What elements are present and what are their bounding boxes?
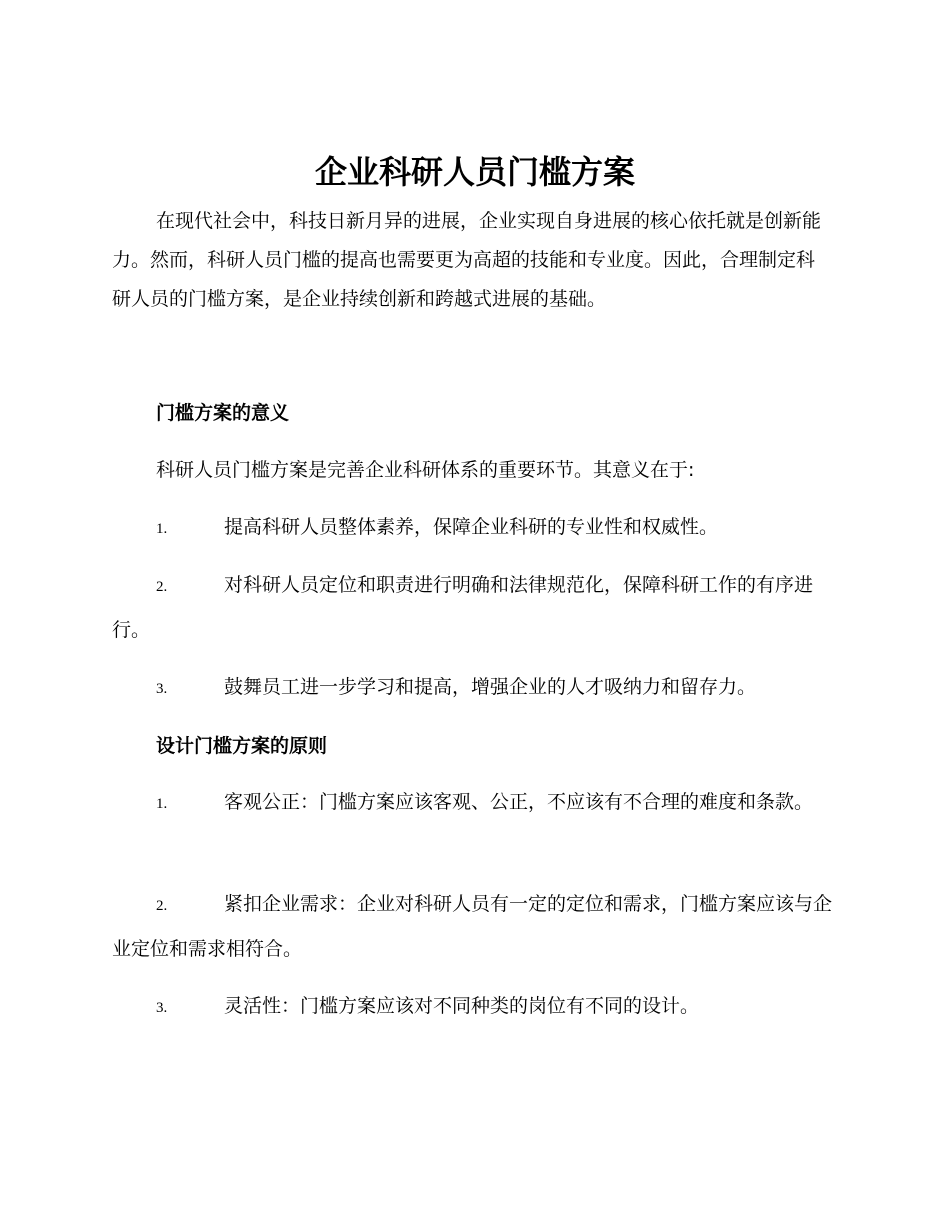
list-item bbox=[112, 883, 832, 971]
list-item-number: 1. bbox=[156, 521, 168, 537]
list-item-number: 3. bbox=[156, 1000, 168, 1016]
list-item-number: 3. bbox=[156, 681, 168, 697]
list-item-number: 2. bbox=[156, 579, 168, 595]
section-lead-text: 科研人员门槛方案是完善企业科研体系的重要环节。其意义在于: bbox=[156, 459, 695, 481]
list-item-text: 提高科研人员整体素养，保障企业科研的专业性和权威性。 bbox=[224, 516, 719, 538]
list-item-text: 鼓舞员工进一步学习和提高，增强企业的人才吸纳力和留存力。 bbox=[224, 676, 757, 698]
list-item-number: 2. bbox=[156, 898, 168, 914]
list-item bbox=[112, 666, 832, 711]
list-item bbox=[112, 506, 832, 551]
document-title: 企业科研人员门槛方案 bbox=[314, 153, 635, 191]
list-item bbox=[112, 781, 832, 826]
list-item bbox=[112, 564, 832, 652]
section-heading-significance: 门槛方案的意义 bbox=[156, 402, 290, 424]
list-item-text: 客观公正：门槛方案应该客观、公正，不应该有不合理的难度和条款。 bbox=[224, 791, 814, 813]
list-item-number: 1. bbox=[156, 796, 168, 812]
intro-paragraph: 在现代社会中，科技日新月异的进展，企业实现自身进展的核心依托就是创新能力。然而，科研人员门槛的提高也需要更为高超的技能和专业度。因此，合理制定科研人员的门槛方案，是企业持续创新和跨越式进展的基础。 bbox=[112, 210, 822, 310]
section-heading-principles: 设计门槛方案的原则 bbox=[156, 735, 328, 757]
list-item bbox=[112, 985, 832, 1030]
list-item-text: 灵活性：门槛方案应该对不同种类的岗位有不同的设计。 bbox=[224, 995, 700, 1017]
list-item-text: 对科研人员定位和职责进行明确和法律规范化，保障科研工作的有序进行。 bbox=[112, 574, 814, 641]
list-item-text: 紧扣企业需求：企业对科研人员有一定的定位和需求，门槛方案应该与企业定位和需求相符合。 bbox=[112, 893, 833, 960]
